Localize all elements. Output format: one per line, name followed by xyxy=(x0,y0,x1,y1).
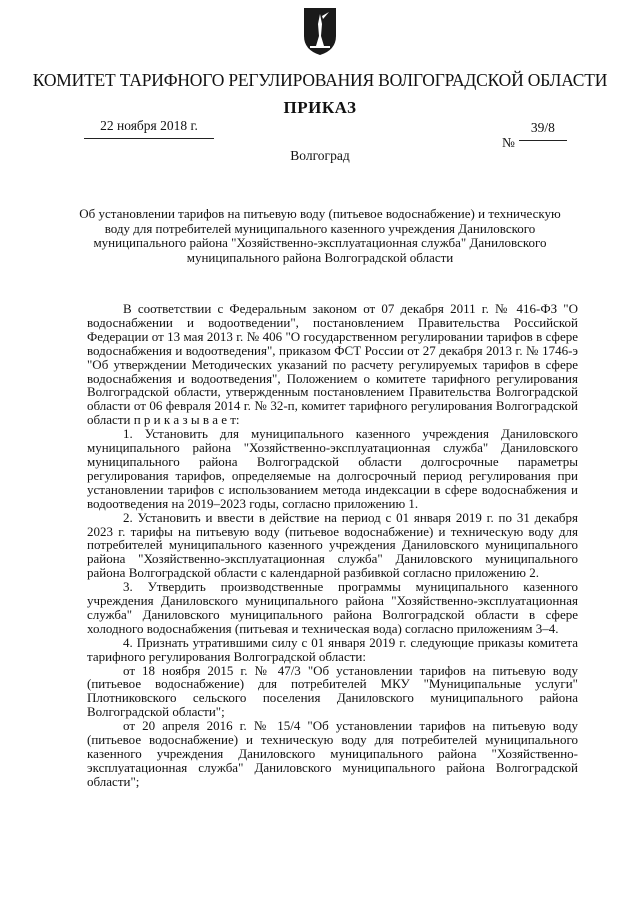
volgograd-coat-of-arms-icon xyxy=(302,6,338,56)
number-sign: № xyxy=(502,135,515,150)
clause-3-paragraph: 3. Утвердить производственные программы муниципального казенного учреждения Даниловского муниципального района "Хозяйственно-эксплуатационная служба" Даниловского муниципального района Волгоградской области в сфере холодного водоснабжения (питьевая и техническая вода) согласно приложениям 3–4. xyxy=(87,579,578,636)
order-date: 22 ноября 2018 г. xyxy=(84,118,214,139)
preamble-paragraph: В соответствии с Федеральным законом от 07 декабря 2011 г. № 416-ФЗ "О водоснабжении и водоотведении", постановлением Правительства Российской Федерации от 13 мая 2013 г. № 406 "О государственном регулировании тарифов в сфере водоснабжения и водоотведения", приказом ФСТ России от 27 декабря 2013 г. № 1746-э "Об утверждении Методических указаний по расчету регулируемых тарифов в сфере водоснабжения и водоотведения", Положением о комитете тарифного регулирования Волгоградской области, утвержденным постановлением Правительства Волгоградской области от 06 февраля 2014 г. № 32-п, комитет тарифного регулирования Волгоградской области п р и к а з ы в а е т: xyxy=(87,301,578,428)
order-number xyxy=(502,120,567,150)
document-type-title: ПРИКАЗ xyxy=(283,98,357,117)
order-subject: Об установлении тарифов на питьевую воду (питьевое водоснабжение) и техническую воду для потребителей муниципального казенного учреждения Даниловского муниципального района "Хозяйственно-эксплуатационная служба" Даниловского муниципального района Волгоградской области xyxy=(79,206,561,265)
repealed-order-item: от 18 ноября 2015 г. № 47/3 "Об установлении тарифов на питьевую воду (питьевое водоснабжение) для потребителей МКУ "Муниципальные услуги" Плотниковского сельского поселения Даниловского муниципального района Волгоградской области"; xyxy=(87,662,578,720)
city-name: Волгоград xyxy=(290,148,350,163)
clause-1-paragraph: 1. Установить для муниципального казенного учреждения Даниловского муниципального района "Хозяйственно-эксплуатационная служба" Даниловского муниципального района Волгоградской области долгосрочные параметры регулирования тарифов, определяемые на долгосрочный период регулирования при установлении тарифов с использованием метода индексации в сфере водоснабжения и водоотведения на 2019–2023 годы, согласно приложению 1. xyxy=(87,426,578,511)
order-body xyxy=(87,302,578,789)
committee-name: КОМИТЕТ ТАРИФНОГО РЕГУЛИРОВАНИЯ ВОЛГОГРАДСКОЙ ОБЛАСТИ xyxy=(32,70,608,90)
clause-2-paragraph: 2. Установить и ввести в действие на период с 01 января 2019 г. по 31 декабря 2023 г. тарифы на питьевую воду (питьевое водоснабжение) и техническую воду для потребителей муниципального казенного учреждения Даниловского муниципального района "Хозяйственно-эксплуатационная служба" Даниловского муниципального района Волгоградской области с календарной разбивкой согласно приложению 2. xyxy=(87,509,578,581)
repealed-order-item: от 20 апреля 2016 г. № 15/4 "Об установлении тарифов на питьевую воду (питьевое водоснабжение) и техническую воду для потребителей муниципального казенного учреждения Даниловского муниципального района "Хозяйственно-эксплуатационная служба" Даниловского муниципального района Волгоградской области"; xyxy=(87,718,578,789)
order-number-value: 39/8 xyxy=(519,120,567,141)
clause-4-paragraph: 4. Признать утратившими силу с 01 января 2019 г. следующие приказы комитета тарифного регулирования Волгоградской области: xyxy=(87,634,578,664)
